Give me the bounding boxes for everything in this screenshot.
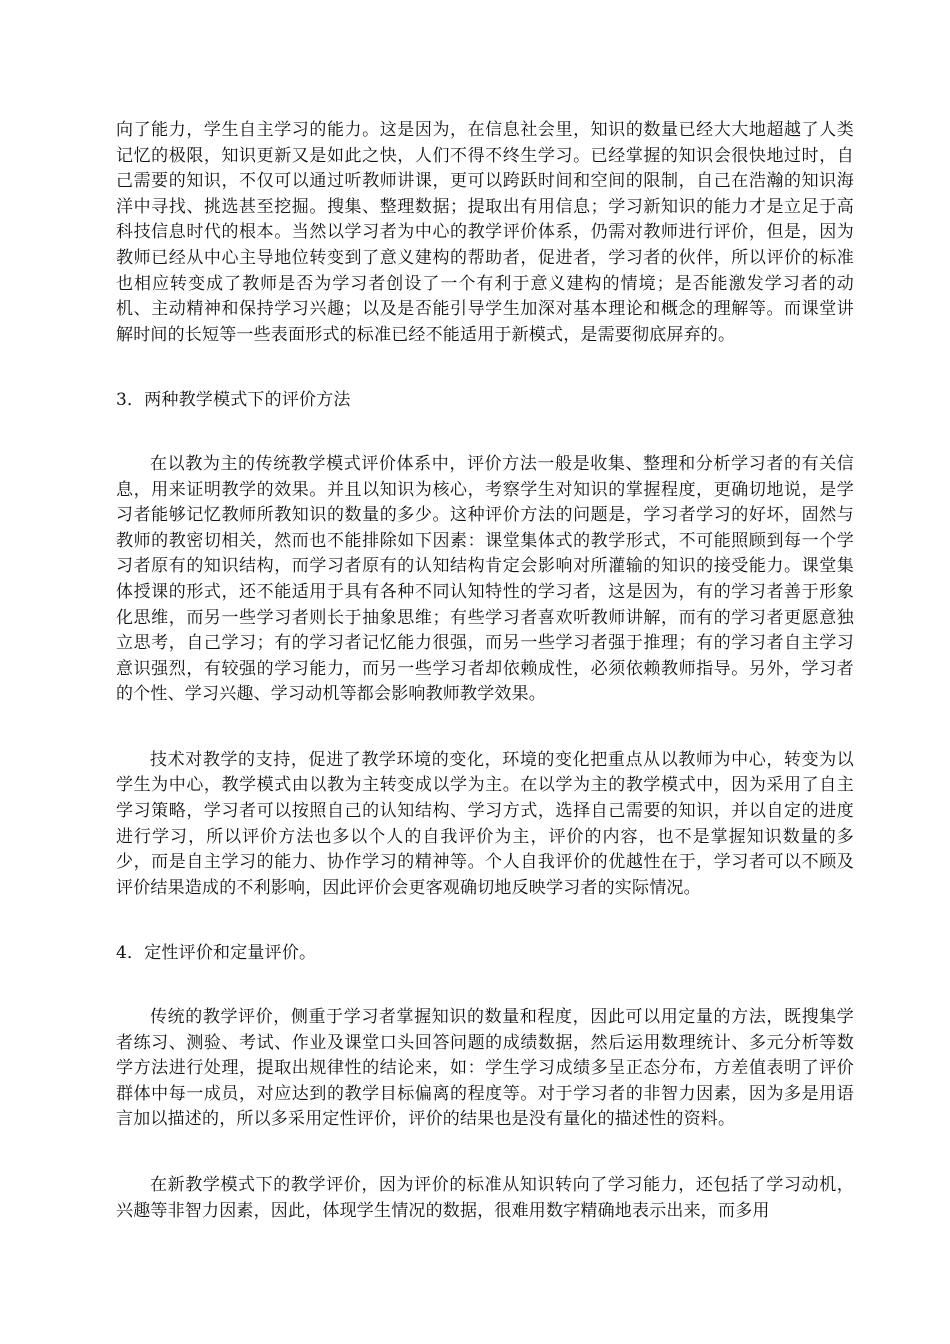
paragraph-new-model-evaluation: 在新教学模式下的教学评价，因为评价的标准从知识转向了学习能力，还包括了学习动机，兴趣等非智力因素，因此，体现学生情况的数据，很难用数字精确地表示出来，而多用	[116, 1175, 854, 1221]
section-heading-3: 3．两种教学模式下的评价方法	[116, 390, 351, 411]
paragraph-technology-support: 技术对教学的支持，促进了教学环境的变化，环境的变化把重点从以教师为中心，转变为以学生为中心，教学模式由以教为主转变成以学为主。在以学为主的教学模式中，因为采用了自主学习策略，学习者可以按照自己的认知结构、学习方式，选择自己需要的知识，并以自定的进度进行学习，所以评价方法也多以个人的自我评价为主，评价的内容，也不是掌握知识数量的多少，而是自主学习的能力、协作学习的精神等。个人自我评价的优越性在于，学习者可以不顾及评价结果造成的不利影响，因此评价会更客观确切地反映学习者的实际情况。	[116, 749, 854, 898]
spacer	[116, 901, 854, 941]
paragraph-traditional-evaluation: 在以教为主的传统教学模式评价体系中，评价方法一般是收集、整理和分析学习者的有关信息，用来证明教学的效果。并且以知识为核心，考察学生对知识的掌握程度，更确切地说，是学习者能够记忆教师所教知识的数量的多少。这种评价方法的问题是，学习者学习的好坏，固然与教师的教密切相关，然而也不能排除如下因素：课堂集体式的教学形式，不可能照顾到每一个学习者原有的知识结构，而学习者原有的认知结构肯定会影响对所灌输的知识的接受能力。课堂集体授课的形式，还不能适用于具有各种不同认知特性的学习者，这是因为，有的学习者善于形象化思维，而另一些学习者则长于抽象思维；有些学习者喜欢听教师讲解，而有的学习者更愿意独立思考，自己学习；有的学习者记忆能力很强，而另一些学习者强于推理；有的学习者自主学习意识强烈，有较强的学习能力，而另一些学习者却依赖成性，必须依赖教师指导。另外，学习者的个性、学习兴趣、学习动机等都会影响教师教学效果。	[116, 453, 854, 705]
document-body	[116, 118, 854, 1224]
spacer	[116, 348, 854, 388]
paragraph-quantitative-evaluation: 传统的教学评价，侧重于学习者掌握知识的数量和程度，因此可以用定量的方法，既搜集学者练习、测验、考试、作业及课堂口头回答问题的成绩数据，然后运用数理统计、多元分析等数学方法进行处理，提取出规律性的结论来，如：学生学习成绩多呈正态分布，方差值表明了评价群体中每一成员，对应达到的教学目标偏离的程度等。对于学习者的非智力因素，因为多是用语言加以描述的，所以多采用定性评价，评价的结果也是没有量化的描述性的资料。	[116, 1007, 854, 1130]
spacer	[116, 414, 854, 452]
paragraph-continued: 向了能力，学生自主学习的能力。这是因为，在信息社会里，知识的数量已经大大地超越了人类记忆的极限，知识更新又是如此之快，人们不得不终生学习。已经掌握的知识会很快地过时，自己需要的知识，不仅可以通过听教师讲课，更可以跨跃时间和空间的限制，自己在浩瀚的知识海洋中寻找、挑选甚至挖掘。搜集、整理数据；提取出有用信息；学习新知识的能力才是立足于高科技信息时代的根本。当然以学习者为中心的教学评价体系，仍需对教师进行评价，但是，因为教师已经从中心主导地位转变到了意义建构的帮助者，促进者，学习者的伙伴，所以评价的标准也相应转变成了教师是否为学习者创设了一个有利于意义建构的情境；是否能激发学习者的动机、主动精神和保持学习兴趣；以及是否能引导学生加深对基本理论和概念的理解等。而课堂讲解时间的长短等一些表面形式的标准已经不能适用于新模式，是需要彻底屏弃的。	[116, 120, 854, 345]
spacer	[116, 708, 854, 748]
section-heading-4: 4．定性评价和定量评价。	[116, 943, 317, 964]
spacer	[116, 1133, 854, 1173]
spacer	[116, 967, 854, 1005]
